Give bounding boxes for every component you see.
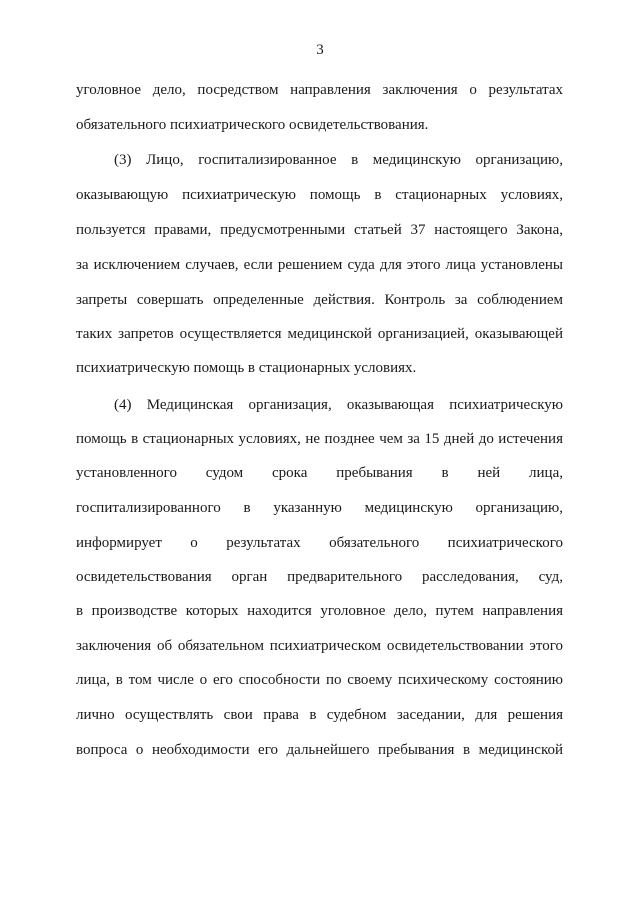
text-line: уголовное дело, посредством направления заключения о результатах: [76, 82, 563, 98]
text-line: за исключением случаев, если решением суда для этого лица установлены: [76, 257, 563, 273]
text-line: помощь в стационарных условиях, не позднее чем за 15 дней до истечения: [76, 431, 563, 447]
text-line: информирует о результатах обязательного психиатрического: [76, 535, 563, 551]
text-line: оказывающую психиатрическую помощь в стационарных условиях,: [76, 187, 563, 203]
text-line: психиатрическую помощь в стационарных условиях.: [76, 360, 417, 376]
text-line: запреты совершать определенные действия. Контроль за соблюдением: [76, 292, 563, 308]
text-line: освидетельствования орган предварительного расследования, суд,: [76, 569, 563, 585]
text-line: лица, в том числе о его способности по своему психическому состоянию: [76, 672, 563, 688]
text-line: (4) Медицинская организация, оказывающая психиатрическую: [114, 397, 563, 413]
text-line: установленного судом срока пребывания в ней лица,: [76, 465, 563, 481]
text-line: заключения об обязательном психиатрическом освидетельствовании этого: [76, 638, 563, 654]
text-line: госпитализированного в указанную медицинскую организацию,: [76, 500, 563, 516]
text-line: лично осуществлять свои права в судебном заседании, для решения: [76, 707, 563, 723]
text-line: вопроса о необходимости его дальнейшего пребывания в медицинской: [76, 742, 563, 758]
text-line: обязательного психиатрического освидетельствования.: [76, 117, 429, 133]
text-line: таких запретов осуществляется медицинской организацией, оказывающей: [76, 326, 563, 342]
page-number: 3: [316, 42, 324, 58]
text-line: пользуется правами, предусмотренными статьей 37 настоящего Закона,: [76, 222, 563, 238]
text-line: (3) Лицо, госпитализированное в медицинскую организацию,: [114, 152, 563, 168]
text-line: в производстве которых находится уголовное дело, путем направления: [76, 603, 563, 619]
